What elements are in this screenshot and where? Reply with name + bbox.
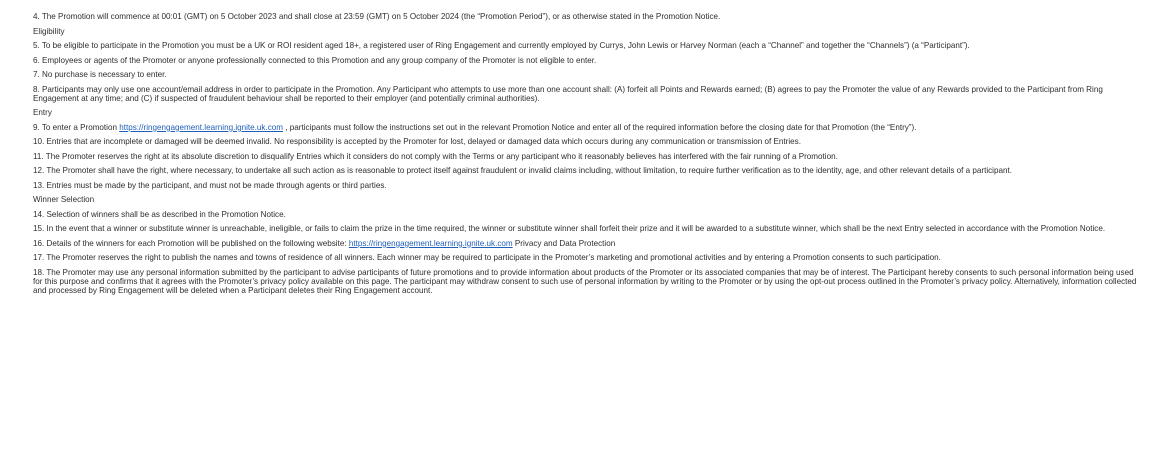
clause-5: 5. To be eligible to participate in the Promotion you must be a UK or ROI resident aged 18+, a registered user of Ring Engagement and currently employed by Currys, John Lewis or Harvey Norman (each a “Channel” and together the “Channels”) (a “Participant”). — [33, 41, 970, 50]
clause-4: 4. The Promotion will commence at 00:01 (GMT) on 5 October 2023 and shall close at 23:59 (GMT) on 5 October 2024 (the “Promotion Period”), or as otherwise stated in the Promotion Notice. — [33, 12, 721, 21]
promotion-website-link[interactable]: https://ringengagement.learning.ignite.uk.com — [119, 122, 284, 132]
clause-14: 14. Selection of winners shall be as described in the Promotion Notice. — [33, 209, 286, 219]
clause-9-text-end: , participants must follow the instructions set out in the relevant Promotion Notice and enter all of the required information before the closing date for that Promotion (the “Entry”). — [283, 122, 917, 132]
clause-9 — [33, 123, 1144, 132]
clause-11: 11. The Promoter reserves the right at its absolute discretion to disqualify Entries which it considers do not comply with the Terms or any participant who it reasonably believes has interfered with the fair running of a Promotion. — [33, 151, 838, 161]
clause-12: 12. The Promoter shall have the right, where necessary, to undertake all such action as is reasonable to protect itself against fraudulent or invalid claims including, without limitation, to require further verification as to the identity, age, and other relevant details of a participant. — [33, 166, 1012, 176]
clause-8: 8. Participants may only use one account/email address in order to participate in the Promotion. Any Participant who attempts to use more than one account shall: (A) forfeit all Points and Rewards earned; (B) agrees to pay the Promoter the value of any Rewards provided to the Participant from Ring Engagement at any time; and (C) if suspected of fraudulent behaviour shall be reported to their employer (and potentially criminal authorities). — [33, 84, 1103, 103]
clause-10: 10. Entries that are incomplete or damaged will be deemed invalid. No responsibility is accepted by the Promoter for lost, delayed or damaged data which occurs during any communication or transmission of Entries. — [33, 137, 801, 147]
clause-18: 18. The Promoter may use any personal information submitted by the participant to advise participants of future promotions and to provide information about products of the Promoter or its associated companies that may be of interest. The Participant hereby consents to such personal information being used for this purpose and confirms that it agrees with the Promoter’s privacy policy available on this page. The participant may withdraw consent to such use of personal information by writing to the Promoter or by using the opt-out process outlined in the Promoter’s privacy policy. Alternatively, information collected and processed by Ring Engagement will be deleted when a Participant deletes their Ring Engagement account. — [33, 267, 1137, 296]
section-heading-winner-selection: Winner Selection — [33, 195, 95, 205]
clause-13: 13. Entries must be made by the participant, and must not be made through agents or third parties. — [33, 180, 387, 190]
section-heading-entry: Entry — [33, 108, 52, 118]
clause-7: 7. No purchase is necessary to enter. — [33, 70, 167, 79]
clause-16-text-end: Privacy and Data Protection — [512, 238, 616, 248]
clause-16-text-start: 16. Details of the winners for each Promotion will be published on the following website: — [33, 238, 349, 248]
clause-9-text-start: 9. To enter a Promotion — [33, 122, 120, 132]
clause-6: 6. Employees or agents of the Promoter or anyone professionally connected to this Promotion and any group company of the Promoter is not eligible to enter. — [33, 55, 597, 65]
clause-16 — [33, 239, 1144, 248]
clause-17: 17. The Promoter reserves the right to publish the names and towns of residence of all winners. Each winner may be required to participate in the Promoter’s marketing and promotional activities and by entering a Promotion consents to such participation. — [33, 253, 941, 263]
winners-website-link[interactable]: https://ringengagement.learning.ignite.uk.com — [348, 238, 513, 248]
section-heading-eligibility: Eligibility — [33, 26, 65, 36]
clause-15: 15. In the event that a winner or substitute winner is unreachable, ineligible, or fails to claim the prize in the time required, the winner or substitute winner shall forfeit their prize and it will be awarded to a substitute winner, which shall be the next Entry selected in accordance with the Promotion Notice. — [33, 224, 1106, 234]
